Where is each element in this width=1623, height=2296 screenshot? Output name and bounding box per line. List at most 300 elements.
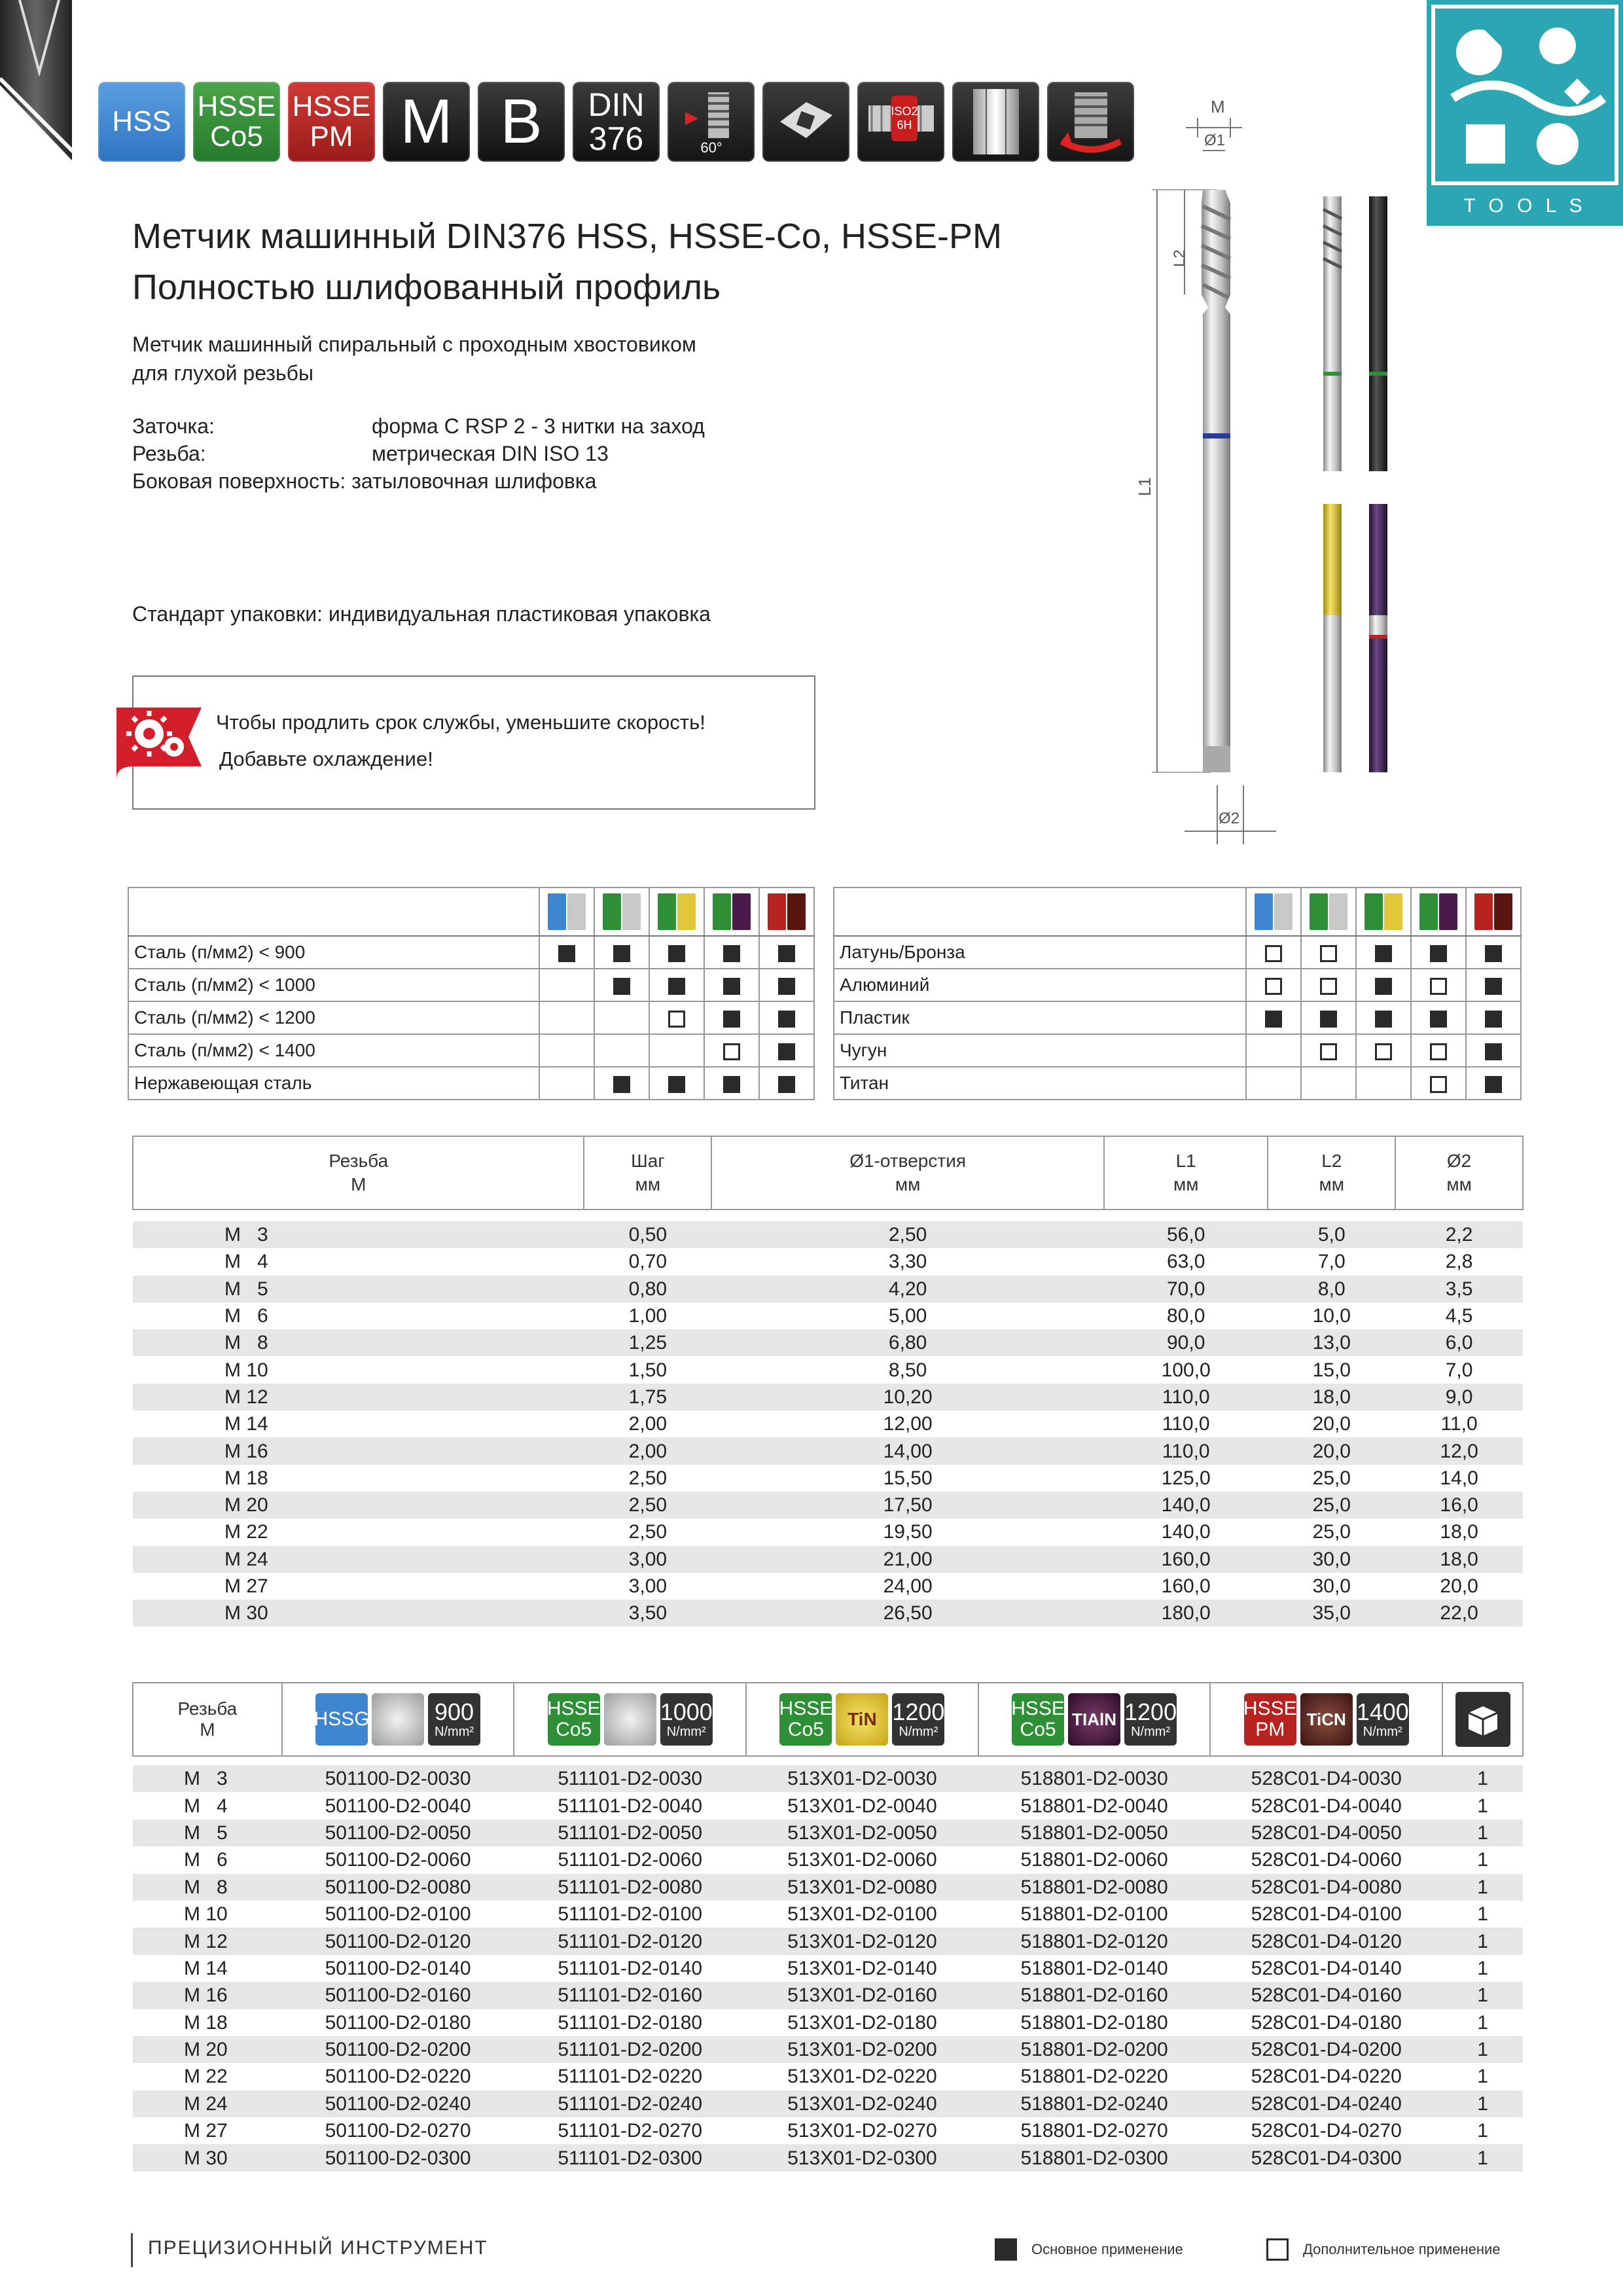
dimensions-row	[133, 1221, 1523, 1248]
article-number-cell: 511101-D2-0030	[514, 1765, 746, 1792]
hss-badge: HSS	[98, 82, 185, 162]
mark-cell	[539, 1067, 594, 1100]
quantity-cell: 1	[1442, 1765, 1523, 1792]
filled-square-icon	[1485, 1043, 1502, 1060]
order-row	[133, 1955, 1523, 1982]
article-number-cell: 501100-D2-0080	[282, 1874, 514, 1901]
order-row	[133, 1901, 1523, 1928]
thread-size-cell: M 10	[184, 1903, 228, 1926]
swatch-header	[1411, 888, 1466, 936]
swatch-header	[539, 888, 594, 936]
warning-line-1: Чтобы продлить срок службы, уменьшите скорость!	[216, 711, 705, 734]
product-properties	[132, 412, 705, 495]
dimension-cell: 160,0	[1104, 1573, 1268, 1600]
article-number-cell: 511101-D2-0060	[558, 1849, 703, 1871]
dimension-cell: 110,0	[1104, 1384, 1268, 1410]
svg-text:Ø2: Ø2	[1219, 810, 1240, 827]
article-number-cell: 501100-D2-0300	[282, 2144, 514, 2171]
mark-cell	[1466, 1001, 1521, 1034]
dimensions-row	[133, 1465, 1523, 1492]
filled-square-icon	[723, 945, 740, 962]
dimensions-row	[133, 1518, 1523, 1545]
dimension-cell: 3,00	[584, 1573, 711, 1600]
article-number-cell: 511101-D2-0270	[558, 2120, 703, 2142]
packaging-standard: Стандарт упаковки: индивидуальная пластиковая упаковка	[132, 602, 711, 626]
dimension-cell: 110,0	[1104, 1410, 1268, 1437]
article-number-cell: 501100-D2-0270	[325, 2120, 471, 2142]
mark-cell	[1301, 1034, 1356, 1067]
article-number-cell: 511101-D2-0140	[558, 1957, 703, 1979]
swatch-header	[649, 888, 704, 936]
order-row	[133, 1765, 1523, 1792]
material-row	[128, 969, 814, 1001]
header-thread: Резьба M	[133, 1683, 282, 1756]
dimension-cell: 0,80	[584, 1276, 711, 1302]
tialn-coating-swatch: TIAlN	[1068, 1693, 1120, 1746]
filled-square-icon	[723, 1011, 740, 1028]
mark-cell	[539, 1034, 594, 1067]
order-row	[133, 2063, 1523, 2090]
product-description	[132, 330, 696, 387]
dimension-cell: 0,70	[584, 1248, 711, 1275]
mark-cell	[704, 969, 759, 1001]
mark-cell	[1246, 936, 1301, 969]
mark-cell	[759, 1001, 814, 1034]
mark-cell	[594, 969, 649, 1001]
swatch-header	[759, 888, 814, 936]
grade-color-swatch	[603, 893, 621, 930]
order-row	[133, 1928, 1523, 1954]
thread-size-cell: M 3	[133, 1765, 282, 1792]
package-box-icon	[1455, 1692, 1510, 1747]
mark-cell	[1411, 1001, 1466, 1034]
filled-square-icon	[778, 1076, 795, 1093]
dimension-cell: 11,0	[1395, 1410, 1523, 1437]
article-number-cell: 518801-D2-0300	[978, 2144, 1211, 2171]
materials-header-row	[128, 888, 814, 936]
header-hsse-co5-tialn	[978, 1683, 1211, 1756]
filled-square-icon	[613, 945, 630, 962]
mark-cell	[759, 969, 814, 1001]
mark-cell	[1466, 1034, 1521, 1067]
dimensions-row	[133, 1573, 1523, 1600]
article-number-cell: 518801-D2-0200	[978, 2036, 1211, 2063]
mark-cell	[1466, 936, 1521, 969]
dimension-cell: 180,0	[1104, 1600, 1268, 1626]
article-number-cell: 501100-D2-0050	[282, 1820, 514, 1846]
order-row	[133, 1820, 1523, 1846]
mark-cell	[704, 1067, 759, 1100]
dimension-cell: M 22	[133, 1518, 584, 1545]
warning-line-2: Добавьте охлаждение!	[219, 747, 433, 770]
thread-size-cell: M 30	[133, 2144, 282, 2171]
square-shank-icon	[762, 82, 849, 162]
article-number-cell: 513X01-D2-0050	[746, 1820, 978, 1846]
spiral-flute-icon	[1047, 82, 1134, 162]
dimension-cell: 80,0	[1104, 1302, 1268, 1329]
mark-cell	[594, 1067, 649, 1100]
hsse-co5-badge: HSSE Co5	[779, 1693, 832, 1746]
dimension-cell: 5,0	[1268, 1221, 1395, 1248]
mark-cell	[1356, 1001, 1411, 1034]
dimension-cell: 19,50	[711, 1518, 1104, 1545]
article-number-cell: 501100-D2-0200	[282, 2036, 514, 2063]
filled-square-icon	[778, 1011, 795, 1028]
mark-cell	[1411, 969, 1466, 1001]
article-number-cell: 528C01-D4-0200	[1210, 2036, 1442, 2063]
materials-table-nonferrous	[833, 887, 1522, 1100]
dimension-cell: 3,30	[711, 1248, 1104, 1275]
svg-text:M: M	[1211, 98, 1225, 117]
empty-square-icon	[668, 1011, 685, 1028]
mark-cell	[1301, 969, 1356, 1001]
article-number-cell: 518801-D2-0040	[1020, 1795, 1168, 1817]
article-number-cell: 528C01-D4-0050	[1210, 1820, 1442, 1846]
empty-square-icon	[1430, 1076, 1447, 1093]
filled-square-icon	[1320, 1011, 1337, 1028]
dimension-cell: 140,0	[1104, 1518, 1268, 1545]
dimension-cell: 63,0	[1104, 1248, 1268, 1275]
order-header-row	[133, 1683, 1523, 1756]
article-number-cell: 518801-D2-0220	[1020, 2066, 1168, 2088]
thread-size-cell: M 20	[133, 2036, 282, 2063]
material-row	[834, 936, 1521, 969]
filled-square-icon	[1485, 1011, 1502, 1028]
dimension-cell: M 18	[133, 1465, 584, 1492]
svg-text:6H: 6H	[896, 118, 912, 132]
filled-square-icon	[1485, 978, 1502, 995]
svg-text:60°: 60°	[700, 139, 722, 156]
quantity-cell: 1	[1442, 1820, 1523, 1846]
filled-square-icon	[1430, 1011, 1447, 1028]
dimension-cell: 160,0	[1104, 1546, 1268, 1573]
empty-header-cell	[128, 888, 539, 936]
mark-cell	[1356, 1034, 1411, 1067]
dimension-cell: M 5	[133, 1276, 584, 1302]
dimension-cell: 20,0	[1268, 1410, 1395, 1437]
coating-color-swatch	[677, 893, 696, 930]
quantity-cell: 1	[1477, 1795, 1488, 1817]
dimension-cell: 4,20	[711, 1276, 1104, 1302]
tolerance-iso-icon	[857, 82, 944, 162]
article-number-cell: 518801-D2-0270	[1020, 2120, 1168, 2142]
mark-cell	[759, 1034, 814, 1067]
spacer-row	[133, 1210, 1523, 1221]
mark-cell	[539, 936, 594, 969]
property-row	[132, 467, 705, 495]
thread-size-cell: M 16	[133, 1982, 282, 2009]
quantity-cell: 1	[1477, 1849, 1488, 1871]
quantity-cell: 1	[1442, 2036, 1523, 2063]
dimensions-row	[133, 1302, 1523, 1329]
article-number-cell: 511101-D2-0240	[514, 2090, 746, 2117]
dimensions-row	[133, 1546, 1523, 1573]
grade-color-swatch	[1419, 893, 1438, 930]
article-number-cell: 528C01-D4-0040	[1251, 1795, 1402, 1817]
article-number-cell: 501100-D2-0240	[282, 2090, 514, 2117]
order-row	[133, 2144, 1523, 2171]
empty-square-icon	[1266, 2238, 1289, 2261]
empty-square-icon	[723, 1043, 740, 1060]
dimension-cell: 25,0	[1268, 1518, 1395, 1545]
material-label: Титан	[834, 1067, 1246, 1100]
coating-color-swatch	[787, 893, 806, 930]
hsse-pm-badge: HSSE PM	[288, 82, 375, 162]
dimension-cell: 1,50	[584, 1356, 711, 1383]
article-number-cell: 518801-D2-0240	[978, 2090, 1211, 2117]
dimension-cell: 20,0	[1395, 1573, 1523, 1600]
dimension-cell: 2,50	[711, 1221, 1104, 1248]
mark-cell	[1301, 936, 1356, 969]
filled-square-icon	[778, 945, 795, 962]
dimension-cell: 1,25	[584, 1329, 711, 1356]
dimension-cell: 10,20	[711, 1384, 1104, 1410]
hsse-co5-badge: HSSE Co5	[548, 1693, 600, 1746]
header-thread: Резьба M	[133, 1136, 584, 1210]
dimension-cell: 15,0	[1268, 1356, 1395, 1383]
materials-table-steel	[128, 887, 815, 1100]
order-table	[132, 1682, 1524, 2172]
quantity-cell: 1	[1442, 1874, 1523, 1901]
dimension-cell: 17,50	[711, 1492, 1104, 1518]
article-number-cell: 501100-D2-0040	[325, 1795, 471, 1817]
article-number-cell: 511101-D2-0100	[558, 1903, 703, 1926]
header-hssg	[282, 1683, 514, 1756]
mark-cell	[759, 936, 814, 969]
thread-size-cell: M 12	[133, 1928, 282, 1954]
dimension-cell: 1,00	[584, 1302, 711, 1329]
article-number-cell: 513X01-D2-0240	[746, 2090, 978, 2117]
material-row	[834, 1034, 1521, 1067]
article-number-cell: 511101-D2-0180	[558, 2011, 703, 2034]
dimension-cell: 56,0	[1104, 1221, 1268, 1248]
dimension-cell: 0,50	[584, 1221, 711, 1248]
dimensions-header-row	[133, 1136, 1523, 1210]
dimension-cell: 25,0	[1268, 1465, 1395, 1492]
article-number-cell: 513X01-D2-0220	[787, 2066, 937, 2088]
mark-cell	[1246, 1001, 1301, 1034]
article-number-cell: 528C01-D4-0060	[1251, 1849, 1402, 1871]
order-row	[133, 1982, 1523, 2009]
header-l1: L1 мм	[1104, 1136, 1268, 1210]
dimension-cell: 26,50	[711, 1600, 1104, 1626]
mark-cell	[649, 1001, 704, 1034]
material-row	[128, 936, 814, 969]
empty-square-icon	[1320, 978, 1337, 995]
quantity-cell: 1	[1477, 2011, 1488, 2034]
dimension-cell: 18,0	[1395, 1546, 1523, 1573]
article-number-cell: 501100-D2-0160	[282, 1982, 514, 2009]
thread-size-cell: M 5	[133, 1820, 282, 1846]
quantity-cell: 1	[1442, 2090, 1523, 2117]
mark-cell	[1466, 1067, 1521, 1100]
grade-color-swatch	[768, 893, 786, 930]
mark-cell	[1356, 936, 1411, 969]
strength-badge: 1200 N/mm²	[892, 1693, 944, 1746]
article-number-cell: 528C01-D4-0240	[1210, 2090, 1442, 2117]
header-hsse-pm-ticn	[1210, 1683, 1442, 1756]
thread-angle-icon	[668, 82, 755, 162]
article-number-cell: 518801-D2-0080	[978, 1874, 1211, 1901]
dimensions-row	[133, 1437, 1523, 1464]
svg-text:L2: L2	[1171, 249, 1188, 267]
header-pitch: Шаг мм	[584, 1136, 711, 1210]
quantity-cell: 1	[1477, 1903, 1488, 1926]
hsse-pm-badge: HSSE PM	[1244, 1693, 1296, 1746]
article-number-cell: 513X01-D2-0080	[746, 1874, 978, 1901]
order-row	[133, 1846, 1523, 1873]
logo-text: T O O L S	[1463, 195, 1586, 217]
coating-color-swatch	[1494, 893, 1512, 930]
mark-cell	[1411, 936, 1466, 969]
swatch-header	[1466, 888, 1521, 936]
dimension-cell: 35,0	[1268, 1600, 1395, 1626]
coating-color-swatch	[1329, 893, 1347, 930]
property-row	[132, 440, 705, 467]
article-number-cell: 513X01-D2-0200	[746, 2036, 978, 2063]
dimension-cell: 140,0	[1104, 1492, 1268, 1518]
article-number-cell: 528C01-D4-0270	[1251, 2120, 1402, 2142]
ticn-coating-swatch: TiCN	[1300, 1693, 1353, 1746]
strength-badge: 1400 N/mm²	[1357, 1693, 1409, 1746]
article-number-cell: 511101-D2-0200	[514, 2036, 746, 2063]
filled-square-icon	[1375, 945, 1392, 962]
dimension-cell: 7,0	[1395, 1356, 1523, 1383]
article-number-cell: 518801-D2-0060	[1020, 1849, 1168, 1871]
mark-cell	[1246, 1067, 1301, 1100]
quantity-cell: 1	[1442, 2144, 1523, 2171]
dimension-cell: 30,0	[1268, 1546, 1395, 1573]
article-number-cell: 513X01-D2-0180	[787, 2011, 937, 2034]
through-hole-icon	[952, 82, 1039, 162]
dimension-cell: M 27	[133, 1573, 584, 1600]
material-row	[128, 1067, 814, 1100]
article-number-cell: 528C01-D4-0100	[1251, 1903, 1402, 1926]
swatch-header	[1356, 888, 1411, 936]
dimension-cell: 110,0	[1104, 1437, 1268, 1464]
property-row	[132, 412, 705, 440]
dimensions-row	[133, 1410, 1523, 1437]
article-number-cell: 518801-D2-0180	[1020, 2011, 1168, 2034]
property-value: затыловочная шлифовка	[351, 469, 597, 493]
mark-cell	[759, 1067, 814, 1100]
din376-badge: DIN 376	[573, 82, 660, 162]
uncoated-swatch	[372, 1693, 424, 1746]
article-number-cell: 513X01-D2-0140	[787, 1957, 937, 1979]
article-number-cell: 528C01-D4-0030	[1210, 1765, 1442, 1792]
dimension-cell: 8,0	[1268, 1276, 1395, 1302]
thread-size-cell: M 18	[184, 2011, 228, 2034]
dimension-cell: 2,50	[584, 1518, 711, 1545]
svg-text:L1: L1	[1135, 477, 1154, 496]
coating-color-swatch	[1439, 893, 1457, 930]
article-number-cell: 518801-D2-0030	[978, 1765, 1211, 1792]
dimension-cell: 22,0	[1395, 1600, 1523, 1626]
thread-size-cell: M 6	[184, 1849, 228, 1871]
article-number-cell: 511101-D2-0120	[514, 1928, 746, 1954]
dimension-cell: 14,00	[711, 1437, 1104, 1464]
gear-warning-icon	[110, 698, 208, 783]
header-package-qty	[1442, 1683, 1523, 1756]
dimension-cell: M 30	[133, 1600, 584, 1626]
quantity-cell: 1	[1477, 1957, 1488, 1979]
filled-square-icon	[723, 1076, 740, 1093]
property-value: метрическая DIN ISO 13	[372, 442, 609, 465]
article-number-cell: 501100-D2-0180	[325, 2011, 471, 2034]
uncoated-swatch	[604, 1693, 656, 1746]
dimensions-row	[133, 1276, 1523, 1302]
dimension-cell: 6,0	[1395, 1329, 1523, 1356]
dimension-cell: 16,0	[1395, 1492, 1523, 1518]
grade-color-swatch	[1474, 893, 1493, 930]
dimension-cell: M 10	[133, 1356, 584, 1383]
dimension-cell: 21,00	[711, 1546, 1104, 1573]
form-b-badge: B	[478, 82, 565, 162]
material-label: Сталь (п/мм2) < 1000	[128, 969, 539, 1001]
article-number-cell: 501100-D2-0060	[325, 1849, 471, 1871]
dimension-cell: 1,75	[584, 1384, 711, 1410]
title-line-2: Полностью шлифованный профиль	[132, 268, 721, 307]
svg-text:ISO2: ISO2	[890, 105, 918, 118]
article-number-cell: 513X01-D2-0300	[746, 2144, 978, 2171]
hsse-co5-badge: HSSE Co5	[193, 82, 280, 162]
empty-square-icon	[1320, 1043, 1337, 1060]
strength-badge: 1000 N/mm²	[660, 1693, 713, 1746]
order-row	[133, 2036, 1523, 2063]
filled-square-icon	[1375, 978, 1392, 995]
dimension-cell: M 4	[133, 1248, 584, 1275]
coating-color-swatch	[567, 893, 586, 930]
filled-square-icon	[778, 1043, 795, 1060]
quantity-cell: 1	[1442, 1982, 1523, 2009]
dimension-cell: 2,50	[584, 1492, 711, 1518]
material-row	[834, 969, 1521, 1001]
dimension-cell: M 24	[133, 1546, 584, 1573]
article-number-cell: 528C01-D4-0160	[1210, 1982, 1442, 2009]
mark-cell	[1356, 1067, 1411, 1100]
order-row	[133, 2090, 1523, 2117]
article-number-cell: 518801-D2-0140	[1020, 1957, 1168, 1979]
material-label: Латунь/Бронза	[834, 936, 1246, 969]
dimensions-row	[133, 1329, 1523, 1356]
article-number-cell: 511101-D2-0080	[514, 1874, 746, 1901]
material-label: Сталь (п/мм2) < 900	[128, 936, 539, 969]
material-label: Алюминий	[834, 969, 1246, 1001]
article-number-cell: 511101-D2-0040	[558, 1795, 703, 1817]
svg-text:Ø1: Ø1	[1204, 132, 1226, 149]
dimension-cell: 3,00	[584, 1546, 711, 1573]
strength-badge: 1200 N/mm²	[1124, 1693, 1177, 1746]
article-number-cell: 518801-D2-0050	[978, 1820, 1211, 1846]
article-number-cell: 513X01-D2-0100	[787, 1903, 937, 1926]
warning-box	[132, 675, 815, 810]
empty-square-icon	[1320, 945, 1337, 962]
dimension-cell: M 3	[133, 1221, 584, 1248]
property-value: форма C RSP 2 - 3 нитки на заход	[372, 414, 705, 438]
tin-coating-swatch: TiN	[836, 1693, 888, 1746]
hssg-badge: HSSG	[315, 1693, 368, 1746]
article-number-cell: 501100-D2-0140	[325, 1957, 471, 1979]
dimension-cell: 100,0	[1104, 1356, 1268, 1383]
article-number-cell: 501100-D2-0120	[282, 1928, 514, 1954]
article-number-cell: 518801-D2-0120	[978, 1928, 1211, 1954]
article-number-cell: 513X01-D2-0120	[746, 1928, 978, 1954]
spacer-row	[133, 1756, 1523, 1765]
filled-square-icon	[1375, 1011, 1392, 1028]
dimension-cell: 13,0	[1268, 1329, 1395, 1356]
brand-logo	[1427, 0, 1623, 226]
material-label: Нержавеющая сталь	[128, 1067, 539, 1100]
